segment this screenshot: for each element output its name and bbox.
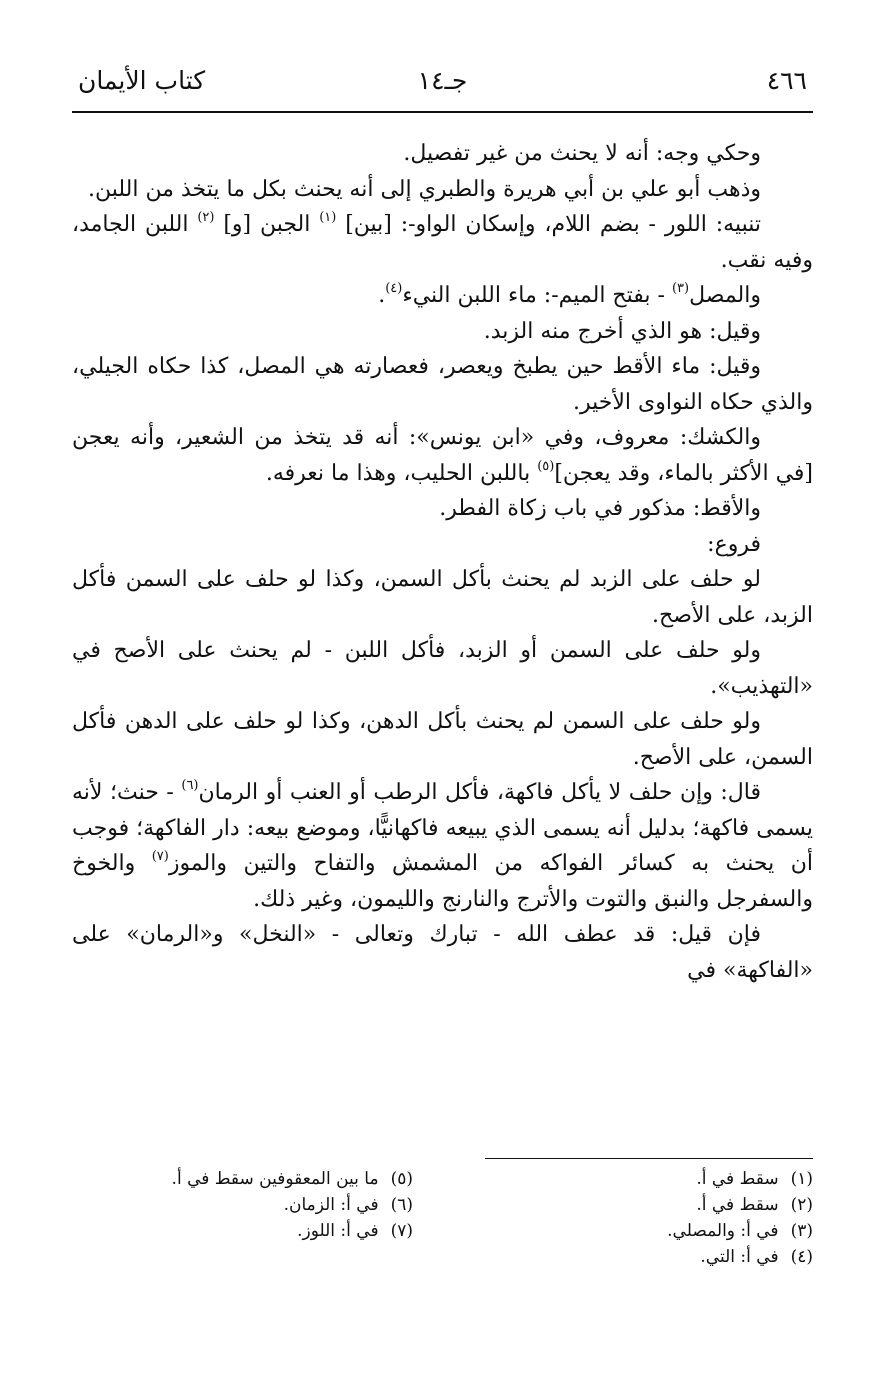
footnote-ref: (١) (319, 210, 337, 225)
paragraph: لو حلف على الزبد لم يحنث بأكل السمن، وكذا لو حلف على السمن فأكل الزبد، على الأصح. (72, 567, 813, 628)
paragraph: فإن قيل: قد عطف الله - تبارك وتعالى - «النخل» و«الرمان» على «الفاكهة» في (72, 922, 813, 983)
paragraph: والأقط: مذكور في باب زكاة الفطر. (439, 496, 761, 521)
footnote: (١)سقط في أ. (696, 1169, 813, 1189)
footnote: (٧)في أ: اللوز. (297, 1221, 413, 1241)
footnote-ref: (٥) (537, 458, 555, 474)
page-number: ٤٦٦ (766, 66, 807, 95)
footnote: (٢)سقط في أ. (696, 1195, 813, 1215)
paragraph: وحكي وجه: أنه لا يحنث من غير تفصيل. (403, 141, 761, 166)
footnote: (٦)في أ: الزمان. (283, 1195, 413, 1215)
footnote-ref: (٣) (671, 281, 690, 296)
paragraph: وقيل: هو الذي أخرج منه الزبد. (483, 318, 761, 344)
footnote-rule (485, 1158, 813, 1159)
paragraph: ولو حلف على السمن أو الزبد، فأكل اللبن - لم يحنث على الأصح في «التهذيب». (72, 638, 813, 699)
paragraph: وذهب أبو علي بن أبي هريرة والطبري إلى أنه يحنث بكل ما يتخذ من اللبن. (87, 176, 761, 202)
main-text (72, 136, 813, 988)
footnote-ref: (٧) (151, 849, 169, 864)
paragraph: ولو حلف على السمن لم يحنث بأكل الدهن، وكذا لو حلف على الدهن فأكل السمن، على الأصح. (72, 709, 813, 770)
running-header (72, 64, 813, 104)
paragraph: تنبيه: اللور - بضم اللام، وإسكان الواو-: [بين] $^{(١)}$ الجبن [و] $^{(٢)}$ اللبن الجامد، وفيه نقب. (72, 210, 813, 273)
paragraph: والمصل$^{(٣)}$ - بفتح الميم-: ماء اللبن النيء$^{(٤)}$. (378, 281, 761, 308)
section-heading: فروع: (707, 531, 761, 557)
footnote: (٥)ما بين المعقوفين سقط في أ. (171, 1169, 413, 1189)
paragraph: قال: وإن حلف لا يأكل فاكهة، فأكل الرطب أو العنب أو الرمان$^{(٦)}$ - حنث؛ لأنه يسمى فاكهة؛ بدليل أنه يسمى الذي يبيعه فاكهانيًّا، وموضع بيعه: دار الفاكهة؛ فوجب أن يحنث به كسائر الفواكه من المشمش والتفاح والتين والموز$^{(٧)}$ والخوخ والسفرجل والنبق والتوت والأترج والنارنج والليمون، وغير ذلك. (72, 778, 813, 912)
footnote: (٣)في أ: والمصلي. (667, 1221, 813, 1241)
book-title: كتاب الأيمان (78, 66, 206, 95)
footnote-column-right (453, 1166, 813, 1270)
footnote-ref: (٢) (197, 210, 215, 225)
footnote-column-left (53, 1166, 413, 1244)
volume-label: جـ١٤ (417, 66, 468, 95)
footnote-ref: (٤) (385, 281, 403, 296)
header-rule (72, 111, 813, 113)
paragraph: وقيل: ماء الأقط حين يطبخ ويعصر، فعصارته هي المصل، كذا حكاه الجيلي، والذي حكاه النواوى الأخير. (72, 354, 813, 415)
footnote: (٤)في أ: التي. (700, 1247, 813, 1267)
paragraph: والكشك: معروف، وفي «ابن يونس»: أنه قد يتخذ من الشعير، وأنه يعجن [في الأكثر بالماء، وقد يعجن]$^{(٥)}$ باللبن الحليب، وهذا ما نعرفه. (72, 425, 813, 486)
footnote-ref: (٦) (181, 778, 199, 793)
